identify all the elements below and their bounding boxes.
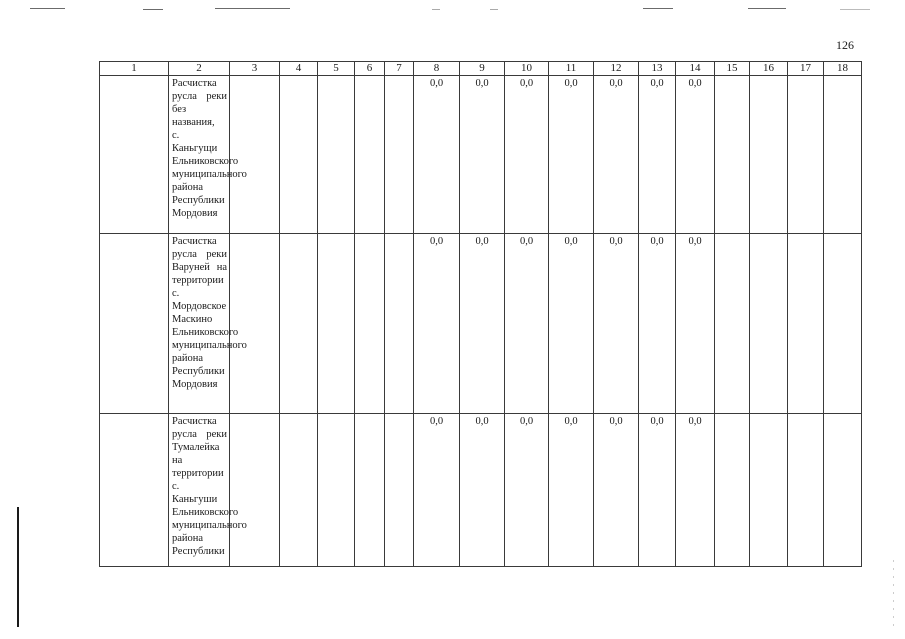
value-cell: 0,0: [594, 234, 639, 414]
column-header: 6: [355, 62, 385, 76]
empty-cell: [230, 234, 280, 414]
works-table: [99, 61, 862, 567]
empty-cell: [788, 76, 824, 234]
header-row: [100, 62, 862, 76]
column-header: 15: [715, 62, 750, 76]
value-cell: 0,0: [505, 76, 549, 234]
value-cell: 0,0: [594, 414, 639, 567]
column-header: 13: [639, 62, 676, 76]
empty-cell: [385, 414, 414, 567]
empty-cell: [385, 76, 414, 234]
scan-mark: [30, 8, 65, 9]
value-cell: 0,0: [414, 76, 460, 234]
empty-cell: [355, 234, 385, 414]
column-header: 12: [594, 62, 639, 76]
empty-cell: [280, 414, 318, 567]
column-header: 7: [385, 62, 414, 76]
column-header: 11: [549, 62, 594, 76]
value-cell: 0,0: [639, 414, 676, 567]
column-header: 14: [676, 62, 715, 76]
empty-cell: [788, 234, 824, 414]
value-cell: 0,0: [639, 76, 676, 234]
value-cell: 0,0: [505, 234, 549, 414]
scan-mark: [143, 9, 163, 10]
empty-cell: [100, 234, 169, 414]
scan-mark: [432, 9, 440, 10]
work-description: Расчистка русла реки без названия, с. Каньгущи Ельниковского муниципального района Республики Мордовия: [169, 76, 230, 234]
empty-cell: [355, 414, 385, 567]
margin-dots: [893, 560, 894, 630]
empty-cell: [750, 234, 788, 414]
empty-cell: [230, 414, 280, 567]
value-cell: 0,0: [460, 76, 505, 234]
scan-mark: [215, 8, 290, 9]
column-header: 9: [460, 62, 505, 76]
empty-cell: [715, 234, 750, 414]
empty-cell: [280, 76, 318, 234]
column-header: 8: [414, 62, 460, 76]
column-header: 5: [318, 62, 355, 76]
value-cell: 0,0: [676, 234, 715, 414]
value-cell: 0,0: [414, 414, 460, 567]
empty-cell: [788, 414, 824, 567]
empty-cell: [355, 76, 385, 234]
table-row: [100, 76, 862, 234]
empty-cell: [318, 234, 355, 414]
scan-mark: [490, 9, 498, 10]
column-header: 1: [100, 62, 169, 76]
scan-mark: [840, 9, 870, 10]
empty-cell: [824, 234, 862, 414]
empty-cell: [100, 76, 169, 234]
value-cell: 0,0: [676, 414, 715, 567]
column-header: 2: [169, 62, 230, 76]
work-description: Расчистка русла реки Тумалейка на территории с. Каньгуши Ельниковского муниципального района Республики: [169, 414, 230, 567]
empty-cell: [318, 414, 355, 567]
value-cell: 0,0: [639, 234, 676, 414]
column-header: 16: [750, 62, 788, 76]
value-cell: 0,0: [676, 76, 715, 234]
value-cell: 0,0: [594, 76, 639, 234]
value-cell: 0,0: [505, 414, 549, 567]
work-description: Расчистка русла реки Варуней на территории с. Мордовское Маскино Ельниковского муниципального района Республики Мордовия: [169, 234, 230, 414]
empty-cell: [280, 234, 318, 414]
binding-edge-line: [17, 507, 19, 627]
page-number: 126: [836, 38, 854, 52]
value-cell: 0,0: [460, 414, 505, 567]
empty-cell: [824, 414, 862, 567]
empty-cell: [750, 414, 788, 567]
empty-cell: [824, 76, 862, 234]
column-header: 17: [788, 62, 824, 76]
scan-mark: [748, 8, 786, 9]
table-row: [100, 234, 862, 414]
value-cell: 0,0: [549, 76, 594, 234]
scan-mark: [643, 8, 673, 9]
value-cell: 0,0: [414, 234, 460, 414]
empty-cell: [715, 76, 750, 234]
empty-cell: [385, 234, 414, 414]
empty-cell: [750, 76, 788, 234]
value-cell: 0,0: [549, 414, 594, 567]
column-header: 10: [505, 62, 549, 76]
empty-cell: [230, 76, 280, 234]
empty-cell: [318, 76, 355, 234]
column-header: 3: [230, 62, 280, 76]
empty-cell: [100, 414, 169, 567]
empty-cell: [715, 414, 750, 567]
column-header: 18: [824, 62, 862, 76]
table-row: [100, 414, 862, 567]
column-header: 4: [280, 62, 318, 76]
value-cell: 0,0: [549, 234, 594, 414]
value-cell: 0,0: [460, 234, 505, 414]
